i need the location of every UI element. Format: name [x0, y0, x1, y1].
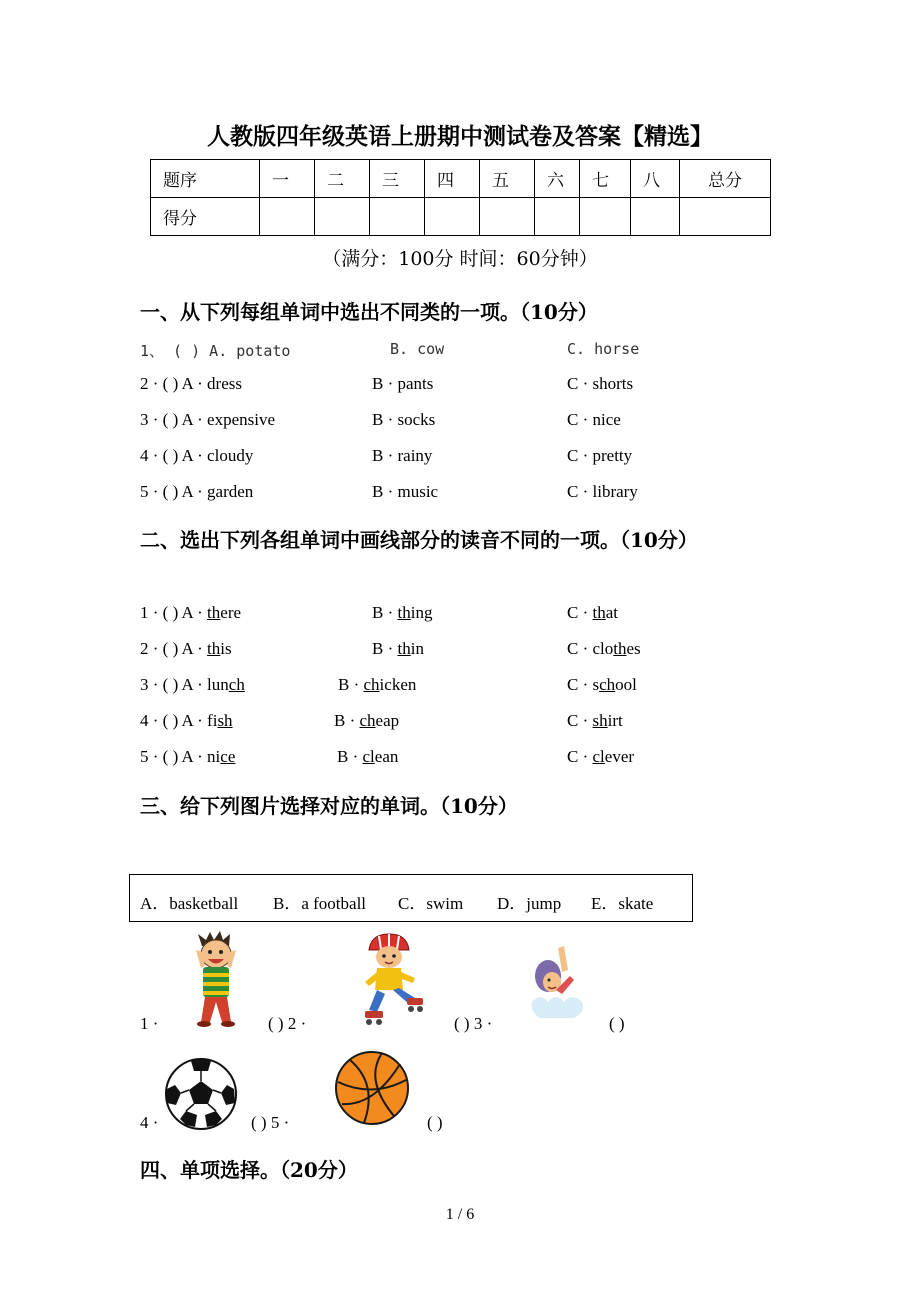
table-cell: 三	[370, 160, 425, 198]
question-row-option-b: B · rainy	[372, 446, 433, 465]
score-input-cell[interactable]	[631, 198, 680, 236]
table-cell: 二	[315, 160, 370, 198]
section2-heading: 二、选出下列各组单词中画线部分的读音不同的一项。（10分）	[140, 528, 698, 552]
answer-blank[interactable]: ( ) 2 ·	[268, 1014, 307, 1033]
word-option: A．basketball	[140, 894, 239, 913]
score-input-cell[interactable]	[370, 198, 425, 236]
basketball-illustration	[334, 1050, 410, 1126]
score-table	[150, 159, 771, 236]
phonics-option-a: 5 · ( ) A · nice	[140, 747, 236, 766]
question-row-option-c: C · nice	[567, 410, 621, 429]
question-1-option-c: C. horse	[567, 340, 640, 358]
question-1-option-b: B. cow	[390, 340, 445, 358]
table-cell: 五	[480, 160, 535, 198]
table-cell: 得分	[151, 198, 260, 236]
question-row-option-c: C · library	[567, 482, 638, 501]
phonics-option-b: B · cheap	[334, 711, 400, 730]
question-row-option-b: B · music	[372, 482, 439, 501]
table-row	[151, 198, 771, 236]
question-row-prefix: 2 · ( ) A · dress	[140, 374, 242, 393]
table-cell: 七	[580, 160, 631, 198]
table-cell: 总分	[680, 160, 771, 198]
phonics-option-b: B · thing	[372, 603, 433, 622]
question-row-option-c: C · pretty	[567, 446, 633, 465]
picture-label: 4 ·	[140, 1113, 159, 1132]
table-cell: 八	[631, 160, 680, 198]
table-cell: 一	[260, 160, 315, 198]
phonics-option-b: B · thin	[372, 639, 424, 658]
phonics-option-a: 2 · ( ) A · this	[140, 639, 232, 658]
word-option: C．swim	[398, 894, 464, 913]
question-row-prefix: 4 · ( ) A · cloudy	[140, 446, 254, 465]
phonics-option-c: C · clever	[567, 747, 635, 766]
football-illustration	[164, 1057, 238, 1131]
score-input-cell[interactable]	[580, 198, 631, 236]
score-input-cell[interactable]	[680, 198, 771, 236]
picture-label: 1 ·	[140, 1014, 159, 1033]
question-1-prefix: 1、 ( ) A. potato	[140, 342, 291, 360]
phonics-option-b: B · clean	[337, 747, 399, 766]
question-row-option-b: B · socks	[372, 410, 436, 429]
question-row-option-c: C · shorts	[567, 374, 634, 393]
word-option: D．jump	[497, 894, 562, 913]
question-row-prefix: 5 · ( ) A · garden	[140, 482, 254, 501]
phonics-option-a: 4 · ( ) A · fish	[140, 711, 233, 730]
table-cell: 题序	[151, 160, 260, 198]
page-title: 人教版四年级英语上册期中测试卷及答案【精选】	[207, 123, 713, 150]
section4-heading: 四、单项选择。（20分）	[140, 1158, 358, 1182]
phonics-option-c: C · that	[567, 603, 619, 622]
skating-boy-illustration	[363, 932, 425, 1028]
jumping-boy-illustration	[192, 930, 240, 1028]
section3-heading: 三、给下列图片选择对应的单词。（10分）	[140, 794, 518, 818]
question-row-option-b: B · pants	[372, 374, 434, 393]
phonics-option-c: C · shirt	[567, 711, 623, 730]
table-cell: 四	[425, 160, 480, 198]
score-input-cell[interactable]	[480, 198, 535, 236]
table-row	[151, 160, 771, 198]
phonics-option-a: 1 · ( ) A · there	[140, 603, 242, 622]
answer-blank[interactable]: ( )	[427, 1113, 443, 1132]
section1-heading: 一、从下列每组单词中选出不同类的一项。（10分）	[140, 300, 598, 324]
score-input-cell[interactable]	[425, 198, 480, 236]
score-input-cell[interactable]	[535, 198, 580, 236]
answer-blank[interactable]: ( ) 5 ·	[251, 1113, 290, 1132]
exam-meta: （满分：100分 时间：60分钟）	[322, 248, 598, 270]
phonics-option-a: 3 · ( ) A · lunch	[140, 675, 245, 694]
phonics-option-c: C · school	[567, 675, 637, 694]
phonics-option-c: C · clothes	[567, 639, 641, 658]
page-number: 1 / 6	[445, 1206, 475, 1223]
answer-blank[interactable]: ( ) 3 ·	[454, 1014, 493, 1033]
word-option: E．skate	[591, 894, 654, 913]
swimmer-illustration	[530, 946, 588, 1026]
question-row-prefix: 3 · ( ) A · expensive	[140, 410, 276, 429]
score-input-cell[interactable]	[315, 198, 370, 236]
table-cell: 六	[535, 160, 580, 198]
score-input-cell[interactable]	[260, 198, 315, 236]
word-option: B．a football	[273, 894, 367, 913]
answer-blank[interactable]: ( )	[609, 1014, 625, 1033]
phonics-option-b: B · chicken	[338, 675, 417, 694]
